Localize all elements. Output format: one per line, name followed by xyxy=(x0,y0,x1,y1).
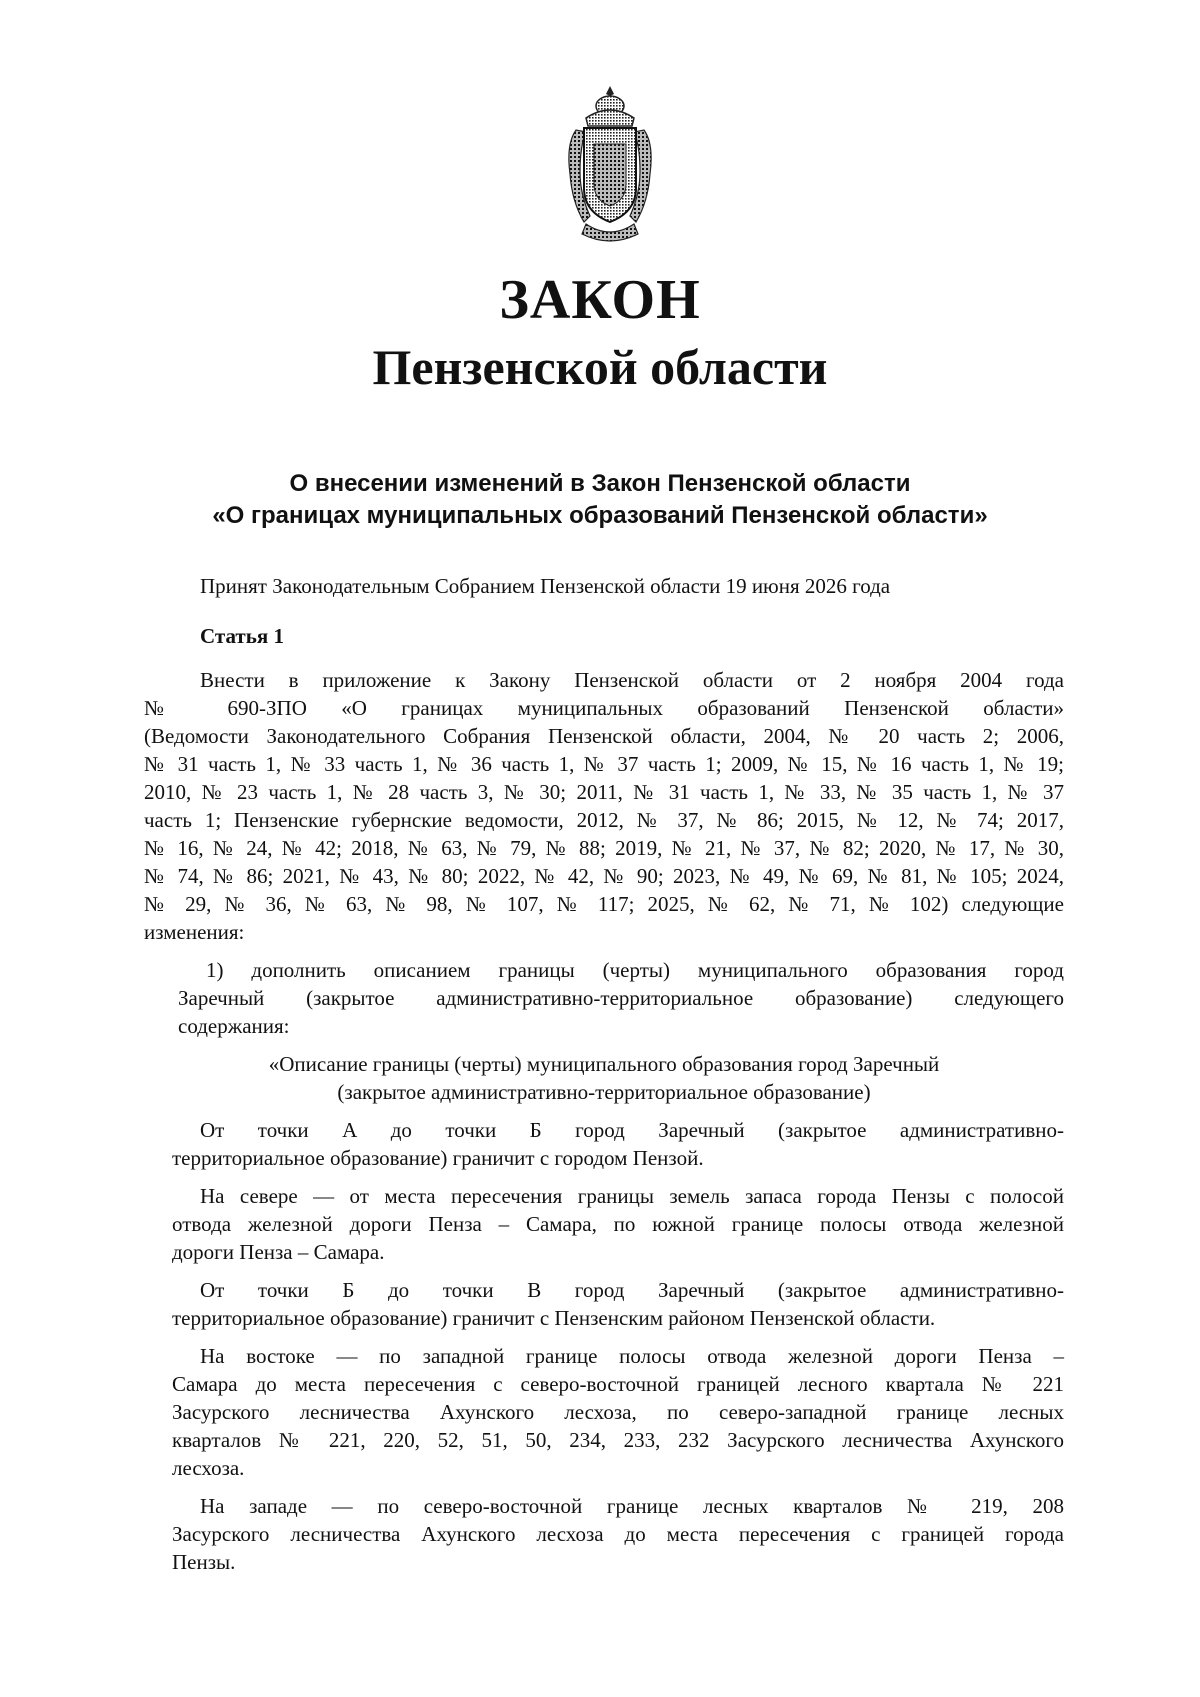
item-1-line: содержания: xyxy=(178,1014,290,1038)
item-1-line: 1) дополнить описанием границы (черты) муниципального образования город xyxy=(206,958,1064,982)
boundary-paragraph-line: дороги Пенза – Самара. xyxy=(172,1240,385,1264)
intro-line: часть 1; Пензенские губернские ведомости, 2012, № 37, № 86; 2015, № 12, № 74; 2017, xyxy=(144,808,1064,832)
boundary-paragraph-line: лесхоза. xyxy=(172,1456,245,1480)
intro-line: № 29, № 36, № 63, № 98, № 107, № 117; 2025, № 62, № 71, № 102) следующие xyxy=(144,892,1064,916)
intro-line: № 31 часть 1, № 33 часть 1, № 36 часть 1, № 37 часть 1; 2009, № 15, № 16 часть 1, № 19; xyxy=(144,752,1064,776)
intro-line: изменения: xyxy=(144,920,245,944)
boundary-paragraph-line: От точки Б до точки В город Заречный (закрытое административно- xyxy=(200,1278,1064,1302)
article-heading: Статья 1 xyxy=(200,624,284,648)
item-1-line: Заречный (закрытое административно-территориальное образование) следующего xyxy=(178,986,1064,1010)
boundary-paragraph-line: Пензы. xyxy=(172,1550,236,1574)
description-title-line: (закрытое административно-территориальное образование) xyxy=(337,1080,871,1104)
intro-line: 2010, № 23 часть 1, № 28 часть 3, № 30; 2011, № 31 часть 1, № 33, № 35 часть 1, № 37 xyxy=(144,780,1064,804)
law-subtitle-line-1: О внесении изменений в Закон Пензенской области xyxy=(289,470,911,497)
law-title: ЗАКОН xyxy=(499,269,701,331)
description-title-line: «Описание границы (черты) муниципального образования город Заречный xyxy=(268,1052,940,1076)
intro-line: № 74, № 86; 2021, № 43, № 80; 2022, № 42, № 90; 2023, № 49, № 69, № 81, № 105; 2024, xyxy=(144,864,1064,888)
law-region: Пензенской области xyxy=(372,339,828,395)
boundary-paragraph-line: Самара до места пересечения с северо-восточной границей лесного квартала № 221 xyxy=(172,1372,1064,1396)
intro-line: № 16, № 24, № 42; 2018, № 63, № 79, № 88; 2019, № 21, № 37, № 82; 2020, № 17, № 30, xyxy=(144,836,1064,860)
boundary-paragraph-line: От точки А до точки Б город Заречный (закрытое административно- xyxy=(200,1118,1064,1142)
adoption-note: Принят Законодательным Собранием Пензенской области 19 июня 2026 года xyxy=(200,574,891,598)
boundary-paragraph-line: отвода железной дороги Пенза – Самара, по южной границе полосы отвода железной xyxy=(172,1212,1064,1236)
boundary-paragraph-line: Засурского лесничества Ахунского лесхоза, по северо-западной границе лесных xyxy=(172,1400,1064,1424)
boundary-paragraph-line: территориальное образование) граничит с городом Пензой. xyxy=(172,1146,704,1170)
boundary-paragraph-line: территориальное образование) граничит с Пензенским районом Пензенской области. xyxy=(172,1306,936,1330)
law-subtitle-line-2: «О границах муниципальных образований Пензенской области» xyxy=(212,502,988,529)
intro-line: № 690-ЗПО «О границах муниципальных образований Пензенской области» xyxy=(144,696,1064,720)
boundary-paragraph-line: Засурского лесничества Ахунского лесхоза до места пересечения с границей города xyxy=(172,1522,1064,1546)
coat-of-arms-icon xyxy=(550,84,670,244)
boundary-paragraph-line: На востоке — по западной границе полосы отвода железной дороги Пенза – xyxy=(200,1344,1064,1368)
boundary-paragraph-line: На западе — по северо-восточной границе лесных кварталов № 219, 208 xyxy=(200,1494,1064,1518)
boundary-paragraph-line: На севере — от места пересечения границы земель запаса города Пензы с полосой xyxy=(200,1184,1064,1208)
boundary-paragraph-line: кварталов № 221, 220, 52, 51, 50, 234, 233, 232 Засурского лесничества Ахунского xyxy=(172,1428,1064,1452)
intro-line: (Ведомости Законодательного Собрания Пензенской области, 2004, № 20 часть 2; 2006, xyxy=(144,724,1064,748)
intro-line: Внести в приложение к Закону Пензенской области от 2 ноября 2004 года xyxy=(200,668,1064,692)
